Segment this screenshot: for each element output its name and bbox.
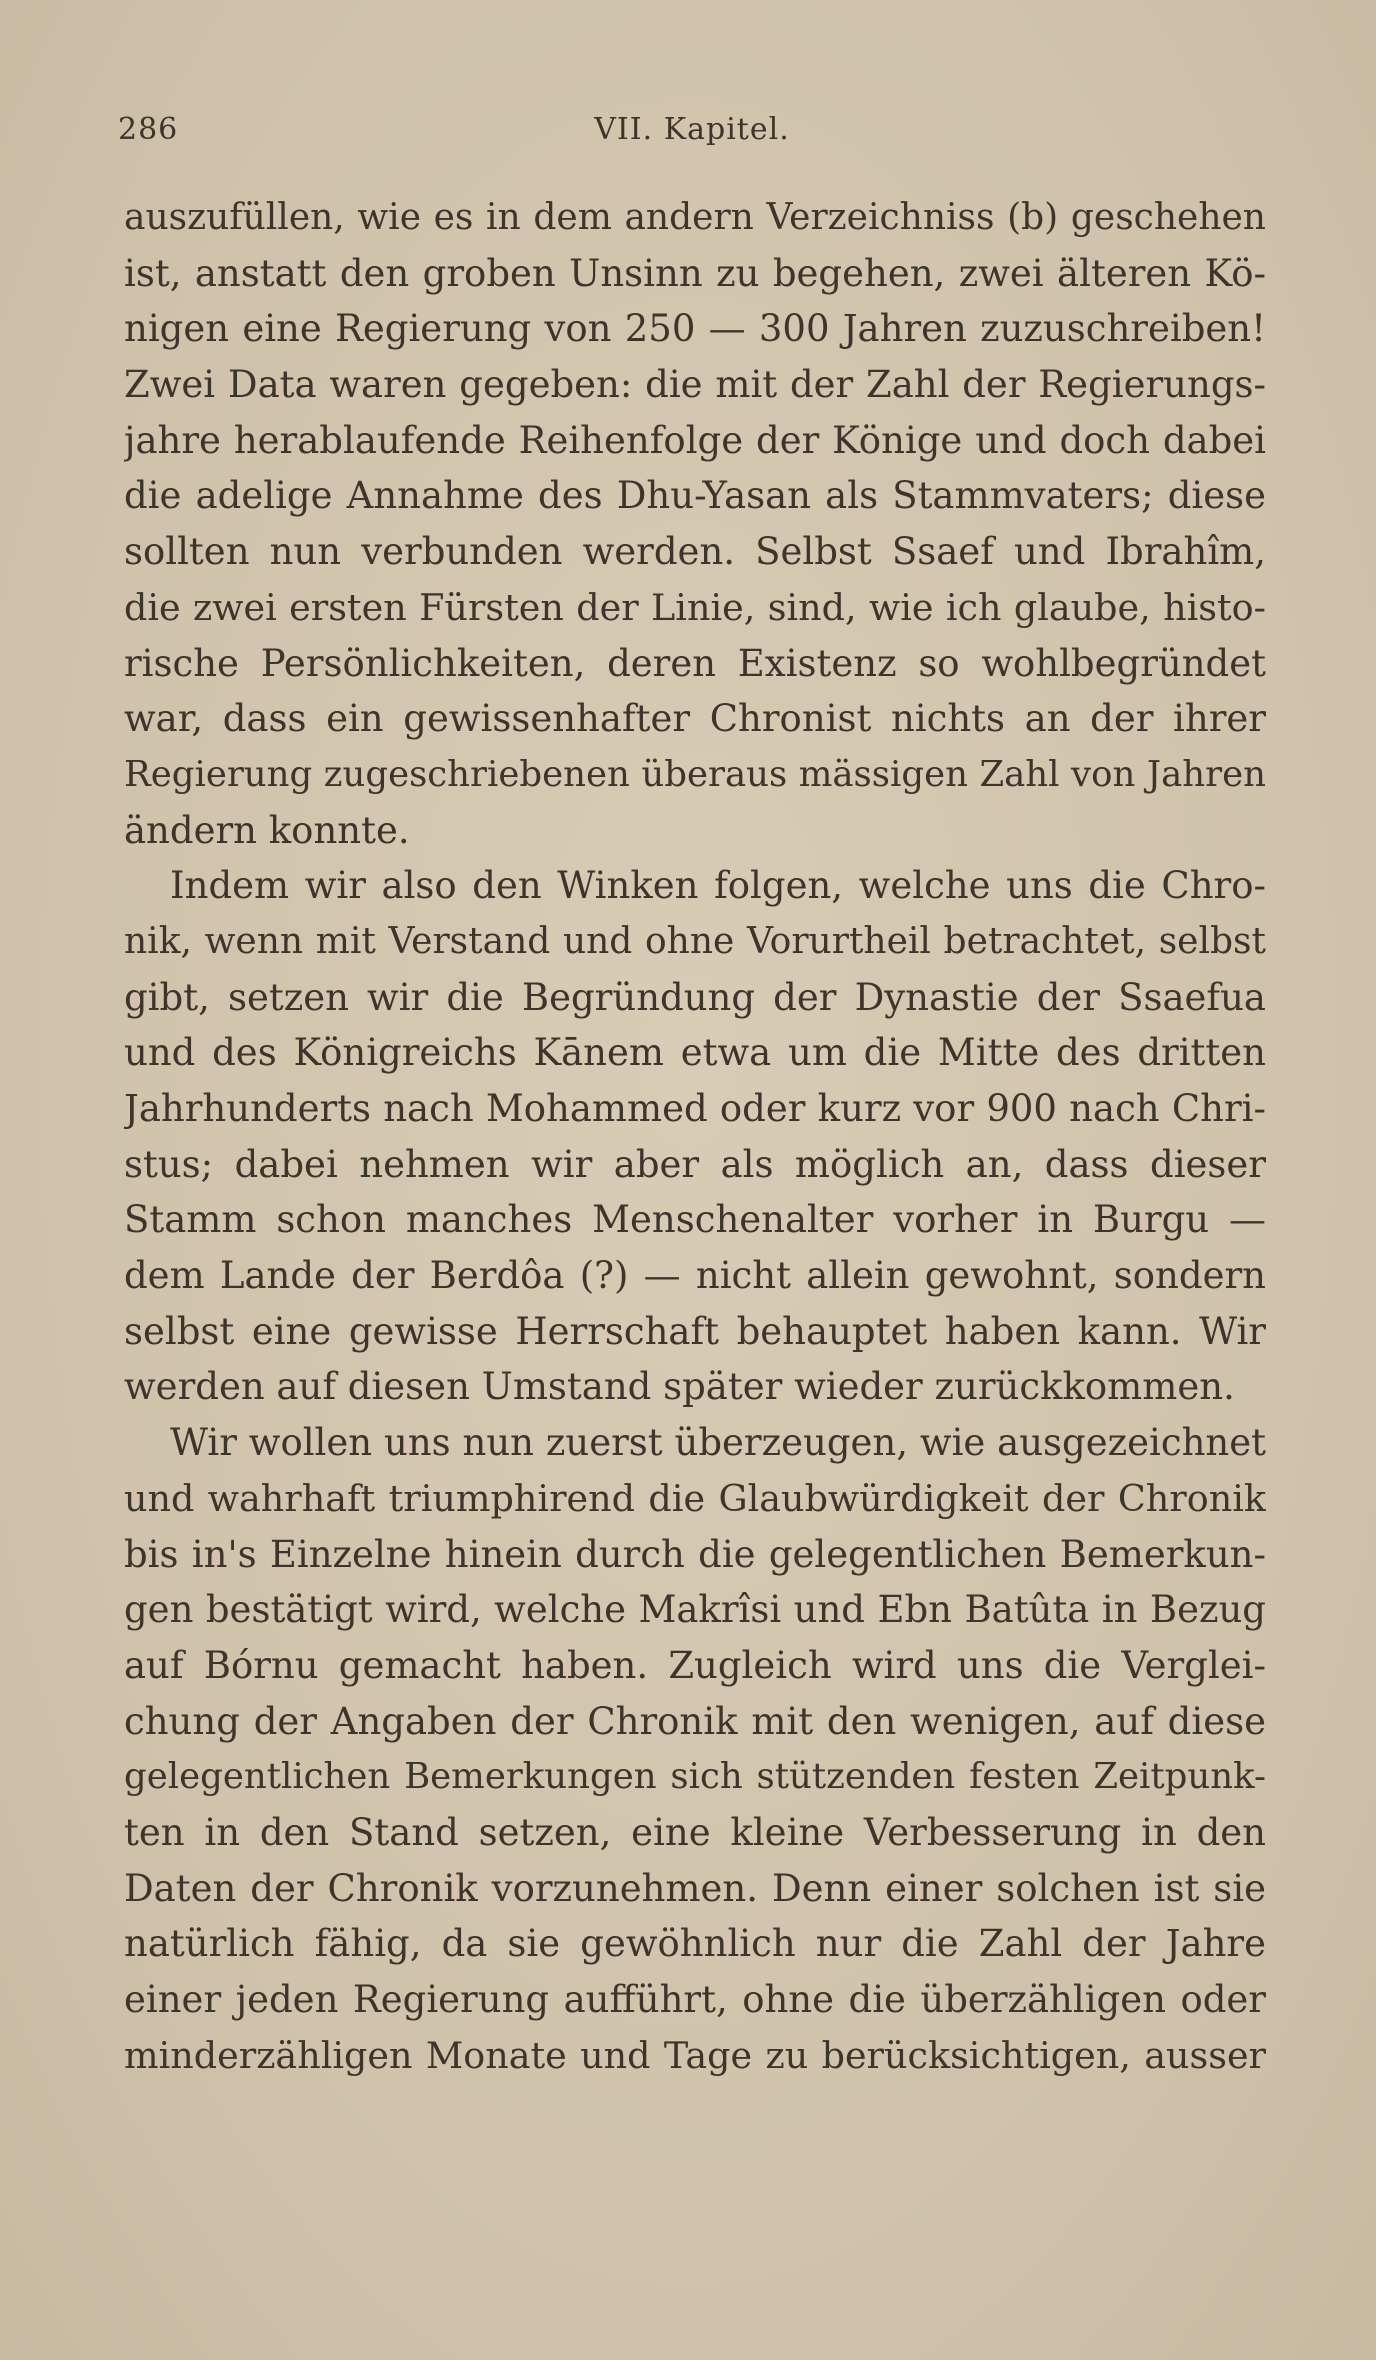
text-line: einer jeden Regierung aufführt, ohne die überzähligen oder <box>124 1978 1266 2021</box>
text-line: Regierung zugeschriebenen überaus mässigen Zahl von Jahren <box>124 753 1266 795</box>
text-line: minderzähligen Monate und Tage zu berücksichtigen, ausser <box>124 2033 1266 2077</box>
text-line: nik, wenn mit Verstand und ohne Vorurtheil betrachtet, selbst <box>124 920 1266 962</box>
text-line: und wahrhaft triumphirend die Glaubwürdigkeit der Chronik <box>124 1476 1266 1520</box>
text-line: auszufüllen, wie es in dem andern Verzeichniss (b) geschehen <box>124 197 1266 238</box>
text-line: Zwei Data waren gegeben: die mit der Zahl der Regierungs- <box>124 363 1266 407</box>
page-header <box>118 112 1266 156</box>
body-text <box>124 190 1266 2083</box>
text-line: Daten der Chronik vorzunehmen. Denn einer solchen ist sie <box>124 1866 1266 1910</box>
text-line: stus; dabei nehmen wir aber als möglich an, dass dieser <box>124 1142 1266 1186</box>
text-line: auf Bórnu gemacht haben. Zugleich wird uns die Verglei- <box>124 1643 1266 1687</box>
text-line: und des Königreichs Kānem etwa um die Mitte des dritten <box>124 1031 1266 1075</box>
text-line: Stamm schon manches Menschenalter vorher in Burgu — <box>124 1198 1266 1242</box>
text-line: nigen eine Regierung von 250 — 300 Jahren zuzuschreiben! <box>124 307 1266 351</box>
text-line: selbst eine gewisse Herrschaft behauptet haben kann. Wir <box>124 1309 1266 1353</box>
text-line: Wir wollen uns nun zuerst überzeugen, wie ausgezeichnet <box>170 1421 1266 1465</box>
text-line: ten in den Stand setzen, eine kleine Verbesserung in den <box>124 1810 1266 1854</box>
text-line: chung der Angaben der Chronik mit den wenigen, auf diese <box>124 1699 1266 1743</box>
text-line: Indem wir also den Winken folgen, welche uns die Chro- <box>170 864 1266 908</box>
text-line: sollten nun verbunden werden. Selbst Ssaef und Ibrahîm, <box>124 530 1266 574</box>
text-line: gelegentlichen Bemerkungen sich stützenden festen Zeitpunk- <box>124 1756 1266 1798</box>
text-line: die zwei ersten Fürsten der Linie, sind, wie ich glaube, histo- <box>124 585 1266 629</box>
text-line: ändern konnte. <box>124 808 410 852</box>
text-line: rische Persönlichkeiten, deren Existenz so wohlbegründet <box>124 641 1266 685</box>
text-line: jahre herablaufende Reihenfolge der Könige und doch dabei <box>124 418 1266 462</box>
text-line: ist, anstatt den groben Unsinn zu begehen, zwei älteren Kö- <box>124 251 1266 295</box>
running-head: VII. Kapitel. <box>594 112 790 147</box>
text-line: natürlich fähig, da sie gewöhnlich nur die Zahl der Jahre <box>124 1922 1266 1966</box>
text-line: Jahrhunderts nach Mohammed oder kurz vor 900 nach Chri- <box>124 1087 1266 1130</box>
page-number: 286 <box>118 112 179 147</box>
text-line: gibt, setzen wir die Begründung der Dynastie der Ssaefua <box>124 975 1266 1019</box>
text-line: war, dass ein gewissenhafter Chronist nichts an der ihrer <box>124 697 1266 741</box>
text-line: bis in's Einzelne hinein durch die gelegentlichen Bemerkun- <box>124 1532 1266 1576</box>
text-line: gen bestätigt wird, welche Makrîsi und Ebn Batûta in Bezug <box>124 1588 1266 1632</box>
text-line: dem Lande der Berdôa (?) — nicht allein gewohnt, sondern <box>124 1254 1266 1298</box>
text-line: werden auf diesen Umstand später wieder zurückkommen. <box>124 1365 1235 1409</box>
text-line: die adelige Annahme des Dhu-Yasan als Stammvaters; diese <box>124 474 1266 518</box>
